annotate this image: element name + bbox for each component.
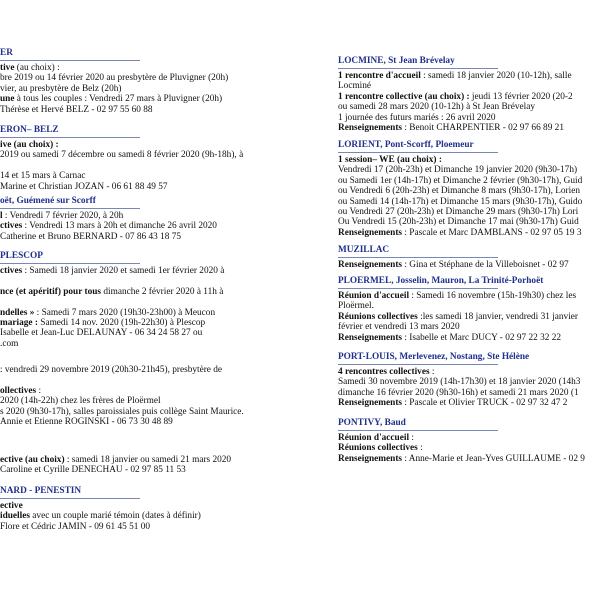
text-line	[0, 396, 300, 406]
text-line	[338, 454, 600, 464]
text-line	[338, 443, 600, 453]
line-text: Annie et Etienne ROGINSKI - 06 73 30 48 89	[0, 416, 173, 427]
text-line	[338, 322, 600, 332]
text-line	[338, 333, 600, 343]
section-divider	[338, 152, 498, 153]
line-text: février et vendredi 13 mars 2020	[338, 322, 460, 333]
text-line	[338, 291, 600, 301]
bold-label: ndelles »	[0, 307, 35, 318]
text-line	[0, 94, 300, 104]
text-line	[0, 84, 300, 94]
bold-label: mariage :	[0, 317, 38, 328]
line-text: :	[417, 443, 423, 454]
line-text: 2019 ou samedi 7 décembre ou samedi 8 février 2020 (9h-18h), à	[0, 150, 244, 161]
bold-label: iduelles	[0, 511, 30, 522]
line-text: : Pascale et Olivier TRUCK - 02 97 32 47 2	[402, 398, 568, 409]
line-text: 14 et 15 mars à Carnac	[0, 171, 86, 182]
line-text: : Samedi 16 novembre (15h-19h30) chez les	[409, 291, 577, 301]
line-text: : Samedi 18 janvier 2020 et samedi 1er février 2020 à	[22, 266, 225, 276]
bold-label: ective	[0, 501, 23, 511]
section-title: PLESCOP	[0, 251, 43, 261]
section-er	[0, 48, 300, 115]
text-line	[338, 398, 600, 408]
text-line	[0, 522, 300, 532]
text-line	[338, 102, 600, 112]
line-text: :les samedi 18 janvier, vendredi 31 janvier	[417, 311, 579, 322]
text-line	[338, 155, 600, 165]
bold-label: ctives	[0, 221, 23, 232]
text-line	[338, 377, 600, 387]
text-line	[338, 113, 600, 123]
bold-label: 4 rencontres collectives	[338, 367, 430, 377]
line-text: Samedi 30 novembre 2019 (14h-17h30) et 18 janvier 2020 (14h3	[338, 377, 581, 388]
line-text: Isabelle et Jean-Luc DELAUNAY - 06 34 24 58 27 ou	[0, 328, 203, 339]
text-line	[0, 297, 300, 307]
section-divider	[0, 137, 140, 138]
section-locmine-st-jean-brevelay	[338, 56, 600, 133]
line-text: Flore et Cédric JAMIN - 09 61 45 51 00	[0, 521, 151, 532]
text-line	[338, 197, 600, 207]
section-port-louis-merlevenez-nostang-ste-helene	[338, 352, 600, 409]
section-divider	[338, 430, 498, 431]
section-title: PLOERMEL, Josselin, Mauron, La Trinité-Porhoët	[338, 276, 544, 286]
section-divider	[0, 263, 140, 264]
section-title: PONTIVY, Baud	[338, 418, 406, 428]
text-line	[338, 367, 600, 377]
text-line	[0, 232, 300, 242]
text-line	[0, 105, 300, 115]
text-line	[0, 417, 300, 427]
section-divider	[338, 288, 498, 289]
text-line	[0, 182, 300, 192]
text-line	[0, 365, 300, 375]
text-line	[338, 217, 600, 227]
line-text: : samedi 18 janvier 2020 (10-12h), salle	[420, 71, 572, 81]
line-text: Catherine et Bruno BERNARD - 07 86 43 18 75	[0, 231, 182, 242]
text-line	[338, 165, 600, 175]
text-line	[0, 140, 300, 150]
line-text: ou Vendredi 27 (20h-23h) et Dimanche 29 mars (9h30-17h) Lori	[338, 206, 579, 217]
line-text: Ploërmel.	[338, 301, 374, 312]
section-plescop	[0, 251, 300, 349]
text-line	[338, 176, 600, 186]
bold-label: ctives	[0, 266, 23, 276]
line-text: (au choix) :	[14, 63, 60, 73]
bold-label: ective (au choix)	[0, 455, 65, 465]
bold-label: Renseignements	[338, 260, 403, 270]
line-text: : Isabelle et Marc DUCY - 02 97 22 32 22	[402, 332, 562, 343]
section-lorient-pont-scorff-ploemeur	[338, 140, 600, 238]
bold-label: tive	[0, 63, 15, 73]
line-text: Caroline et Cyrille DENECHAU - 02 97 85 11 53	[0, 465, 186, 476]
bold-label: 1 rencontre d'accueil	[338, 71, 421, 81]
text-line	[0, 308, 300, 318]
bold-label: Renseignements	[338, 227, 403, 238]
text-line	[338, 186, 600, 196]
section-ploermel-josselin-mauron-la-trinite-porhoet	[338, 276, 600, 343]
line-text: .com	[0, 338, 19, 349]
line-text: : samedi 18 janvier ou samedi 21 mars 2020	[64, 455, 232, 465]
section-pontivy-baud	[338, 418, 600, 464]
section-title: oët, Guémené sur Scorff	[0, 196, 96, 206]
bold-label: Renseignements	[338, 453, 403, 464]
text-line	[0, 73, 300, 83]
text-line	[0, 501, 300, 511]
section-divider	[338, 364, 498, 365]
bold-label: ive (au choix) :	[0, 140, 59, 150]
section-divider	[338, 257, 498, 258]
text-line	[338, 123, 600, 133]
bold-label: 1 rencontre collective (au choix) :	[338, 91, 470, 102]
section-title: ERON– BELZ	[0, 125, 59, 135]
line-text: : Samedi 7 mars 2020 (19h30-23h00) à Meucon	[34, 307, 216, 318]
section-divider	[0, 498, 140, 499]
line-text: :	[429, 367, 435, 377]
section-title: LOCMINE, St Jean Brévelay	[338, 56, 455, 66]
line-text: avec un couple marié témoin (dates à définir)	[29, 511, 201, 522]
bold-label: Réunions collectives	[338, 443, 418, 454]
line-text: bre 2019 ou 14 février 2020 au presbytère de Pluvigner (20h)	[0, 73, 229, 84]
line-text: Thérèse et Hervé BELZ - 02 97 55 60 88	[0, 104, 153, 115]
section-nard-penestin	[0, 486, 300, 532]
bold-label: Renseignements	[338, 398, 403, 409]
line-text: ou Vendredi 6 (20h-23h) et Dimanche 8 mars (9h30-17h), Lorien	[338, 186, 580, 197]
bold-label: l	[0, 211, 3, 221]
text-line	[0, 318, 300, 328]
line-text: : Pascale et Marc DAMBLANS - 02 97 05 19 3	[402, 227, 582, 238]
text-line	[0, 63, 300, 73]
line-text: : Benoit CHARPENTIER - 02 97 66 89 21	[402, 122, 564, 133]
text-line	[338, 207, 600, 217]
text-line	[338, 228, 600, 238]
line-text: vier, au presbytère de Belz (20h)	[0, 83, 122, 94]
text-line	[338, 388, 600, 398]
line-text: 2020 (14h-22h) chez les frères de Ploërmel	[0, 396, 161, 407]
text-line	[338, 92, 600, 102]
line-text: ou samedi 28 mars 2020 (10-12h) à St Jean Brévelay	[338, 102, 535, 113]
section-divider	[338, 68, 498, 69]
text-line	[0, 287, 300, 297]
text-line	[0, 386, 300, 396]
text-line	[0, 375, 300, 385]
text-line	[0, 339, 300, 349]
text-line	[338, 433, 600, 443]
text-line	[338, 260, 600, 270]
line-text: ou Samedi 1er (14h-17h) et Dimanche 2 février (9h30-17h), Guid	[338, 175, 583, 186]
bold-label: Réunion d'accueil	[338, 291, 410, 301]
line-text: s 2020 (9h30-17h), salles paroissiales puis collège Saint Maurice.	[0, 406, 244, 417]
line-text: Locminé	[338, 81, 372, 92]
text-line	[0, 407, 300, 417]
text-line	[338, 312, 600, 322]
text-line	[338, 71, 600, 81]
text-line	[338, 81, 600, 91]
text-line	[0, 455, 300, 465]
section-untitled	[0, 365, 300, 427]
line-text: Vendredi 17 (20h-23h) et Dimanche 19 janvier 2020 (9h30-17h)	[338, 165, 578, 176]
bold-label: nce (et apéritif) pour tous	[0, 286, 102, 297]
line-text: : Vendredi 13 mars à 20h et dimanche 26 avril 2020	[22, 221, 217, 232]
line-text: Marine et Christian JOZAN - 06 61 88 49 57	[0, 181, 168, 192]
bold-label: Renseignements	[338, 122, 403, 133]
line-text: à tous les couples : Vendredi 27 mars à Pluvigner (20h)	[14, 94, 223, 105]
text-line	[0, 511, 300, 521]
section-title: LORIENT, Pont-Scorff, Ploemeur	[338, 140, 474, 150]
bold-label: Réunion d'accueil	[338, 433, 410, 443]
text-line	[0, 328, 300, 338]
line-text: :	[409, 433, 414, 443]
text-line	[0, 221, 300, 231]
line-text: Samedi 14 nov. 2020 (19h-22h30) à Plescop	[37, 317, 206, 328]
text-line	[0, 276, 300, 286]
text-line	[0, 161, 300, 171]
section-muzillac	[338, 245, 600, 270]
section-title: NARD - PENESTIN	[0, 486, 82, 496]
line-text: dimanche 2 février 2020 à 11h à	[101, 286, 224, 297]
line-text: :	[36, 385, 42, 396]
section-title: ER	[0, 48, 13, 58]
section-title: PORT-LOUIS, Merlevenez, Nostang, Ste Hélène	[338, 352, 530, 362]
section-divider	[0, 208, 140, 209]
section-untitled	[0, 455, 300, 476]
bold-label: Réunions collectives	[338, 311, 418, 322]
line-text: : Vendredi 7 février 2020, à 20h	[2, 211, 124, 221]
bold-label: une	[0, 94, 15, 105]
line-text: dimanche 16 février 2020 (9h30-16h) et samedi 21 mars 2020 (1	[338, 387, 579, 398]
right-column	[338, 0, 600, 600]
section-oet-guemene-sur-scorff	[0, 196, 300, 242]
line-text: : Gina et Stéphane de la Villeboisnet - 02 97	[402, 260, 569, 270]
bold-label: Renseignements	[338, 332, 403, 343]
bold-label: 1 session– WE (au choix) :	[338, 155, 442, 165]
text-line	[0, 150, 300, 160]
line-text: ou Samedi 14 (14h-17h) et Dimanche 15 mars (9h30-17h), Guido	[338, 196, 583, 207]
line-text: jeudi 13 février 2020 (20-2	[469, 91, 573, 102]
line-text: 1 journée des futurs mariés : 26 avril 2020	[338, 112, 496, 123]
line-text: Ou Vendredi 15 (20h-23h) et Dimanche 17 mai (9h30-17h) Guid	[338, 217, 579, 228]
section-title: MUZILLAC	[338, 245, 390, 255]
text-line	[0, 171, 300, 181]
section-divider	[0, 60, 140, 61]
line-text: : Anne-Marie et Jean-Yves GUILLAUME - 02 9	[402, 453, 585, 464]
section-eron-belz	[0, 125, 300, 192]
bold-label: ollectives	[0, 385, 37, 396]
text-line	[0, 465, 300, 475]
line-text: : vendredi 29 novembre 2019 (20h30-21h45), presbytère de	[0, 365, 223, 375]
text-line	[0, 266, 300, 276]
text-line	[338, 301, 600, 311]
text-line	[0, 211, 300, 221]
